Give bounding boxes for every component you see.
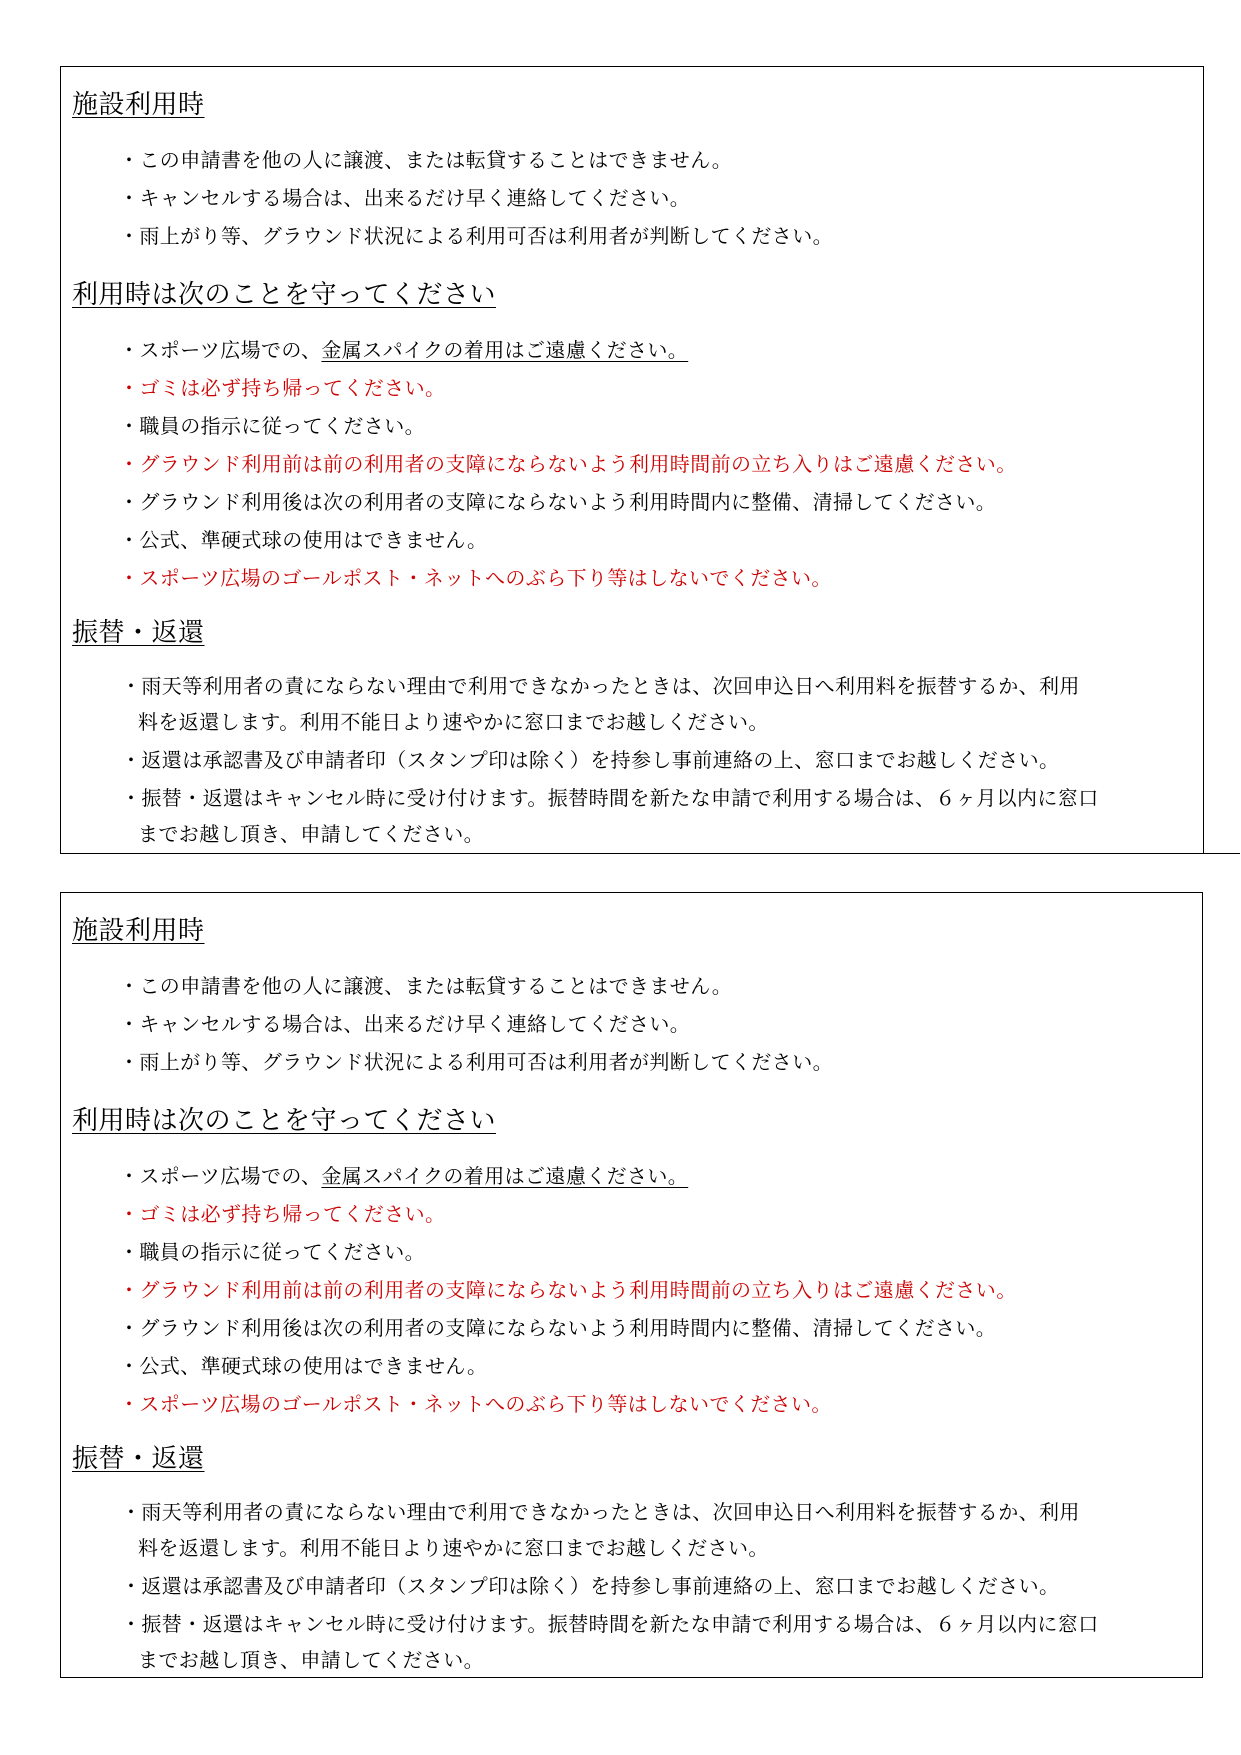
list-item bbox=[119, 337, 688, 363]
list-item: ・雨天等利用者の責にならない理由で利用できなかったときは、次回申込日へ利用料を振替するか、利用 bbox=[121, 1500, 1080, 1524]
list-item: ・グラウンド利用前は前の利用者の支障にならないよう利用時間前の立ち入りはご遠慮ください。 bbox=[119, 1278, 1017, 1302]
list-item: ・職員の指示に従ってください。 bbox=[119, 414, 425, 438]
right-margin-rule bbox=[1203, 66, 1240, 854]
section-heading-transfer-refund: 振替・返還 bbox=[72, 618, 205, 648]
list-item: ・返還は承認書及び申請者印（スタンプ印は除く）を持参し事前連絡の上、窓口までお越しください。 bbox=[121, 748, 1060, 772]
section-heading-transfer-refund: 振替・返還 bbox=[72, 1444, 205, 1474]
list-item: ・ゴミは必ず持ち帰ってください。 bbox=[119, 376, 446, 400]
list-item: ・振替・返還はキャンセル時に受け付けます。振替時間を新たな申請で利用する場合は、６ヶ月以内に窓口 bbox=[121, 1612, 1099, 1636]
list-item: ・キャンセルする場合は、出来るだけ早く連絡してください。 bbox=[119, 186, 691, 210]
list-item: ・公式、準硬式球の使用はできません。 bbox=[119, 1354, 488, 1378]
list-item: ・ゴミは必ず持ち帰ってください。 bbox=[119, 1202, 446, 1226]
list-item: ・グラウンド利用後は次の利用者の支障にならないよう利用時間内に整備、清掃してください。 bbox=[119, 490, 997, 514]
list-item-prefix: ・スポーツ広場での、 bbox=[119, 1164, 322, 1188]
list-item-prefix: ・スポーツ広場での、 bbox=[119, 338, 322, 362]
section-heading-rules: 利用時は次のことを守ってください bbox=[72, 280, 497, 310]
list-item: ・職員の指示に従ってください。 bbox=[119, 1240, 425, 1264]
list-item: ・公式、準硬式球の使用はできません。 bbox=[119, 528, 488, 552]
section-heading-facility-use: 施設利用時 bbox=[72, 916, 205, 946]
list-item: ・振替・返還はキャンセル時に受け付けます。振替時間を新たな申請で利用する場合は、６ヶ月以内に窓口 bbox=[121, 786, 1099, 810]
notice-panel-bottom bbox=[60, 892, 1203, 1678]
list-item: ・スポーツ広場のゴールポスト・ネットへのぶら下り等はしないでください。 bbox=[119, 566, 832, 590]
list-item-underlined: 金属スパイクの着用はご遠慮ください。 bbox=[321, 338, 689, 362]
notice-panel-top bbox=[60, 66, 1203, 854]
list-item-continuation: までお越し頂き、申請してください。 bbox=[138, 822, 484, 846]
list-item: ・キャンセルする場合は、出来るだけ早く連絡してください。 bbox=[119, 1012, 691, 1036]
list-item: ・グラウンド利用後は次の利用者の支障にならないよう利用時間内に整備、清掃してください。 bbox=[119, 1316, 997, 1340]
section-heading-rules: 利用時は次のことを守ってください bbox=[72, 1106, 497, 1136]
list-item bbox=[119, 1163, 688, 1189]
list-item: ・グラウンド利用前は前の利用者の支障にならないよう利用時間前の立ち入りはご遠慮ください。 bbox=[119, 452, 1017, 476]
list-item-continuation: 料を返還します。利用不能日より速やかに窓口までお越しください。 bbox=[138, 710, 769, 734]
list-item: ・雨上がり等、グラウンド状況による利用可否は利用者が判断してください。 bbox=[119, 224, 833, 248]
list-item: ・雨天等利用者の責にならない理由で利用できなかったときは、次回申込日へ利用料を振替するか、利用 bbox=[121, 674, 1080, 698]
list-item-underlined: 金属スパイクの着用はご遠慮ください。 bbox=[321, 1164, 689, 1188]
list-item: ・返還は承認書及び申請者印（スタンプ印は除く）を持参し事前連絡の上、窓口までお越しください。 bbox=[121, 1574, 1060, 1598]
list-item: ・スポーツ広場のゴールポスト・ネットへのぶら下り等はしないでください。 bbox=[119, 1392, 832, 1416]
section-heading-facility-use: 施設利用時 bbox=[72, 90, 205, 120]
list-item-continuation: までお越し頂き、申請してください。 bbox=[138, 1648, 484, 1672]
list-item: ・雨上がり等、グラウンド状況による利用可否は利用者が判断してください。 bbox=[119, 1050, 833, 1074]
list-item: ・この申請書を他の人に譲渡、または転貸することはできません。 bbox=[119, 148, 733, 172]
list-item: ・この申請書を他の人に譲渡、または転貸することはできません。 bbox=[119, 974, 733, 998]
list-item-continuation: 料を返還します。利用不能日より速やかに窓口までお越しください。 bbox=[138, 1536, 769, 1560]
